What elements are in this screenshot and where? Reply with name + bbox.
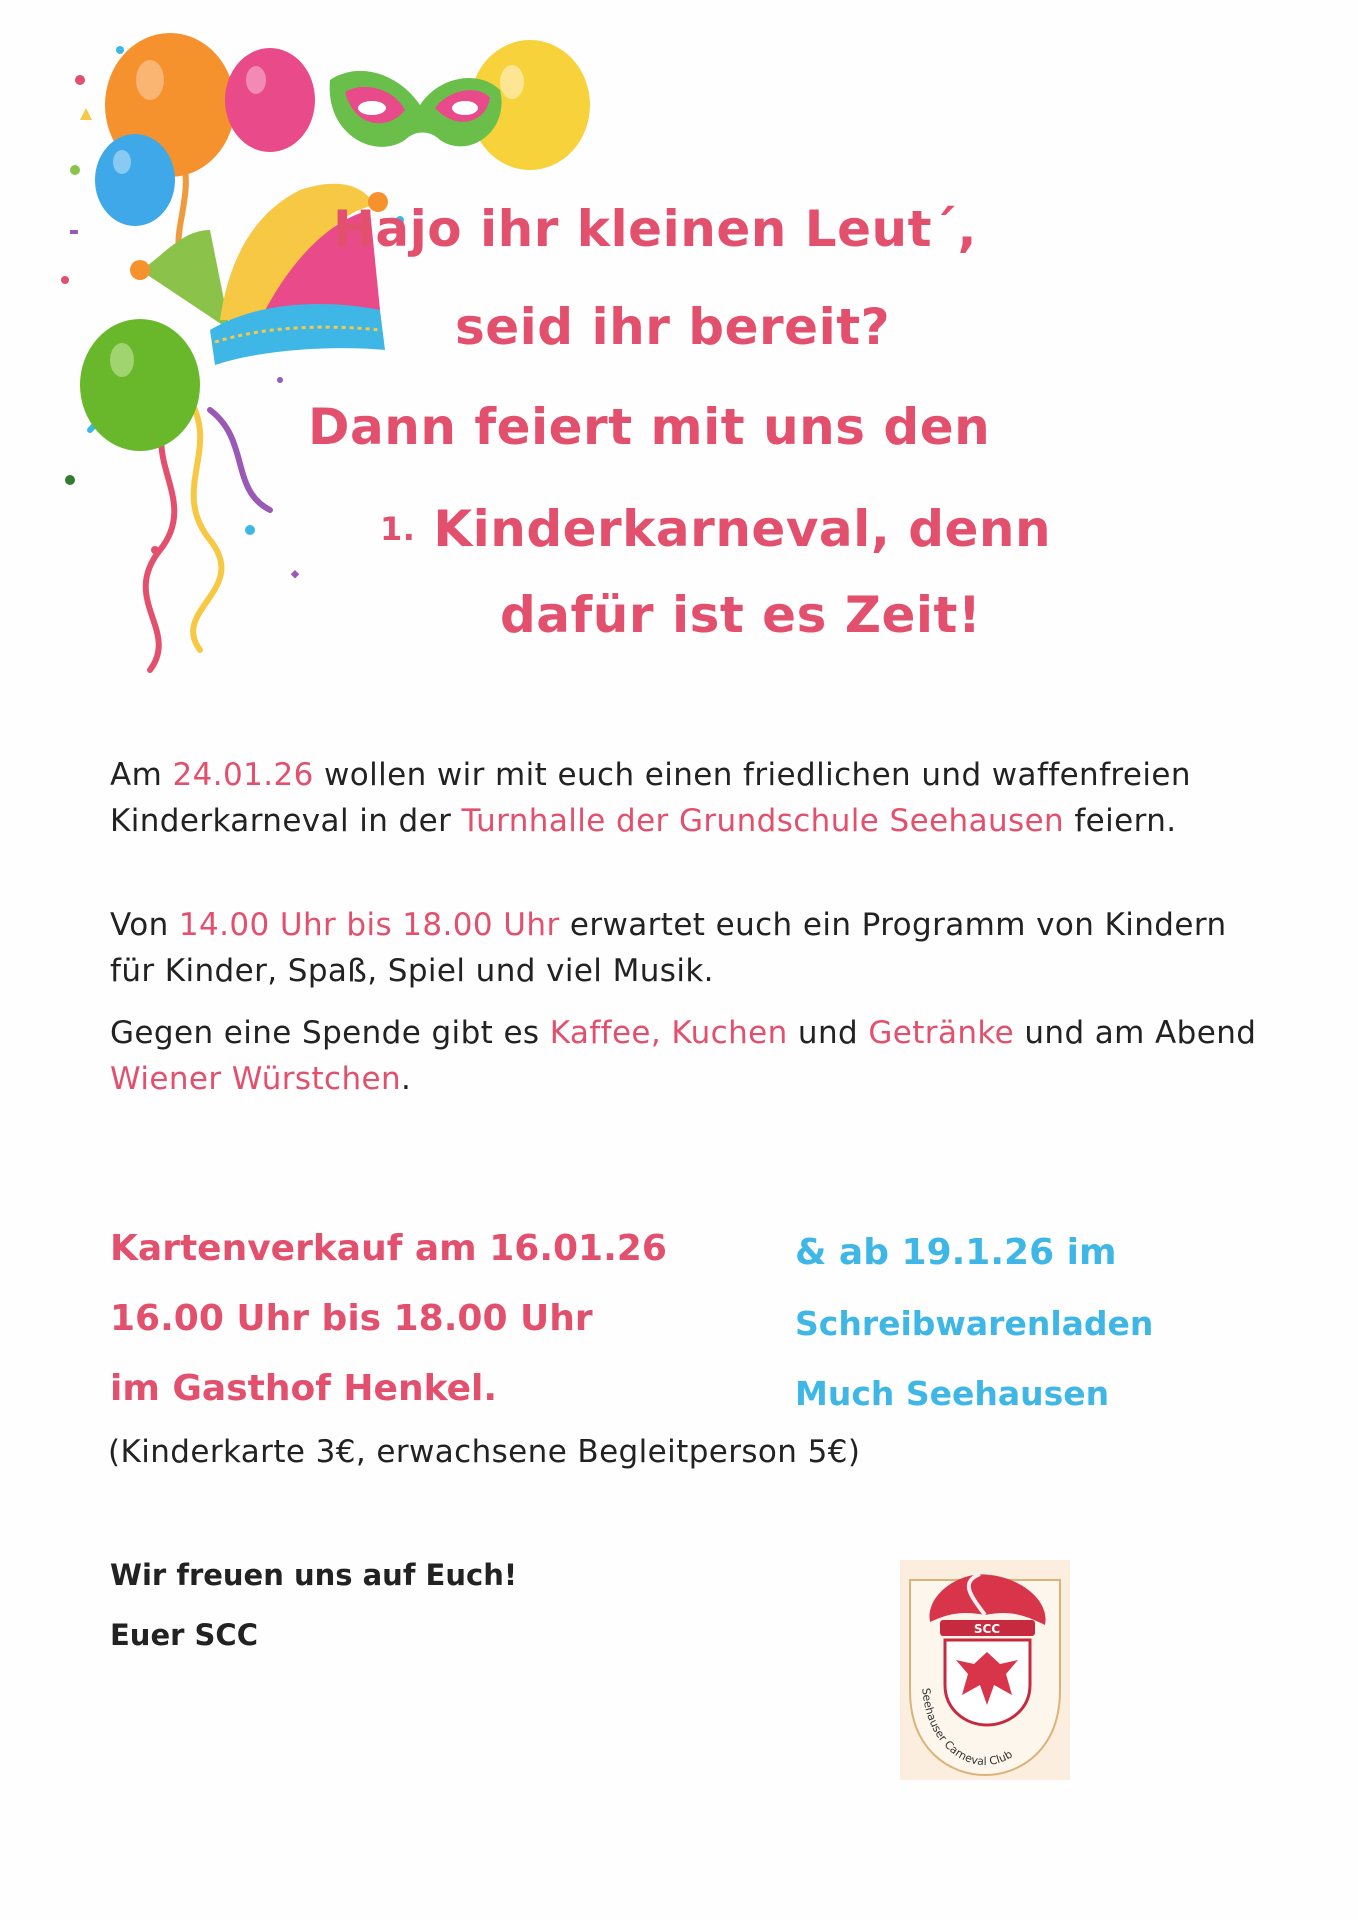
headline-line-3: Dann feiert mit uns den (308, 398, 991, 456)
logo-initials: SCC (973, 1622, 1001, 1636)
closing-signature: Euer SCC (110, 1618, 258, 1652)
food-item: Kaffee, Kuchen (549, 1015, 788, 1051)
text: und am Abend (1014, 1015, 1257, 1051)
headline-line-4 (380, 500, 1051, 558)
text: feiern. (1064, 803, 1177, 839)
club-logo (900, 1560, 1070, 1780)
ticket-sale-time: 16.00 Uhr bis 18.00 Uhr (110, 1298, 593, 1339)
program-paragraph (110, 902, 1260, 994)
food-item: Wiener Würstchen (110, 1061, 402, 1097)
food-item: Getränke (868, 1015, 1015, 1051)
closing-greeting: Wir freuen uns auf Euch! (110, 1558, 518, 1592)
event-paragraph (110, 752, 1260, 844)
event-date: 24.01.26 (172, 757, 314, 793)
headline-number: 1. (380, 510, 416, 548)
logo-ring-text: Seehauser Carneval Club (919, 1687, 1015, 1769)
text: . (401, 1061, 412, 1097)
text: Am (110, 757, 173, 793)
text: Von (110, 907, 179, 943)
ticket-prices: (Kinderkarte 3€, erwachsene Begleitperson 5€) (108, 1434, 861, 1470)
text: und (787, 1015, 869, 1051)
event-time: 14.00 Uhr bis 18.00 Uhr (178, 907, 560, 943)
carnival-mask (330, 71, 502, 147)
headline-line-4-text: Kinderkarneval, denn (433, 500, 1052, 558)
catering-paragraph (110, 1010, 1260, 1102)
text: erwartet euch ein Programm von Kindern für Kinder, Spaß, Spiel und viel Musik. (110, 907, 1227, 989)
headline-line-2: seid ihr bereit? (455, 298, 891, 356)
event-venue: Turnhalle der Grundschule Seehausen (461, 803, 1065, 839)
ticket-sale-date: Kartenverkauf am 16.01.26 (110, 1228, 667, 1269)
text: wollen wir mit euch einen friedlichen und waffenfreien Kinderkarneval in der (110, 757, 1191, 839)
ticket-sale-alt-date: & ab 19.1.26 im (795, 1232, 1117, 1273)
balloon-pink (225, 48, 315, 152)
balloon-blue (95, 134, 175, 226)
balloon-green (80, 319, 200, 451)
text: Gegen eine Spende gibt es (110, 1015, 550, 1051)
ticket-sale-alt-shop: Schreibwarenladen (795, 1304, 1154, 1343)
headline-line-5: dafür ist es Zeit! (500, 586, 982, 644)
ticket-sale-alt-location: Much Seehausen (795, 1374, 1110, 1413)
headline-line-1: Hajo ihr kleinen Leut´, (333, 200, 977, 258)
ticket-sale-location: im Gasthof Henkel. (110, 1368, 497, 1409)
